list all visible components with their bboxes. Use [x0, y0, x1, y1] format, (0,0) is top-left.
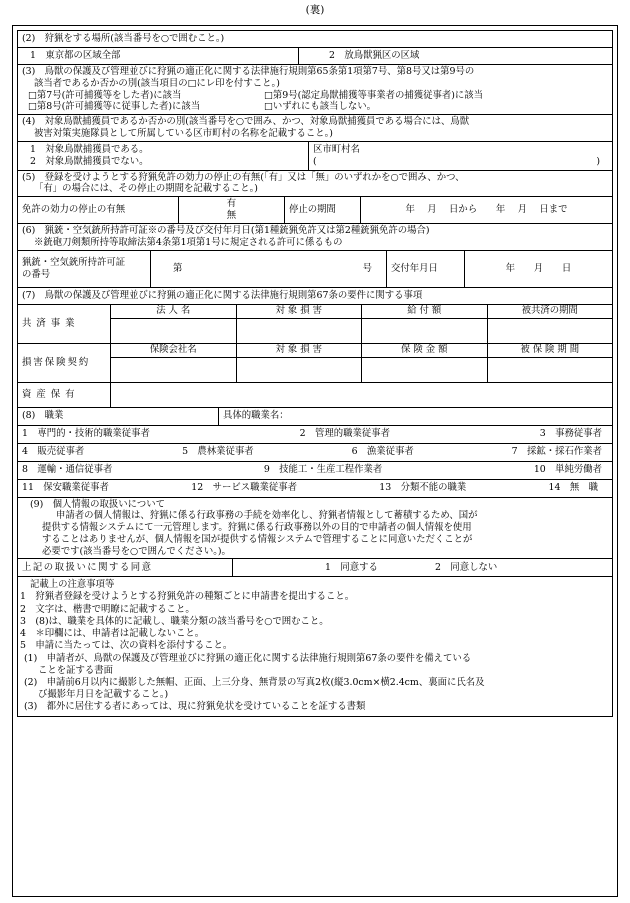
assets-label: 資産保有 — [22, 388, 80, 400]
assets-row — [18, 382, 612, 407]
occupation-option-3[interactable]: 3 事務従事者 — [539, 428, 602, 440]
gun-permit-title-1: (6) 猟銃・空気銃所持許可証※の番号及び交付年月日(第1種銃猟免許又は第2種銃猟免許の場合) — [22, 225, 430, 236]
occupation-option-1[interactable]: 1 専門的・技術的職業従事者 — [22, 428, 150, 440]
gun-permit-label-1: 猟銃・空気銃所持許可証 — [22, 256, 126, 268]
capture-member-title-1: (4) 対象鳥獣捕獲員であるか否かの別(該当番号を○で囲み、かつ、対象鳥獣捕獲員である場合には、鳥獣 — [22, 116, 470, 127]
rule65-option-7[interactable]: □第7号(許可捕獲等をした者)に該当 — [28, 89, 182, 101]
note-5-sub-1: (1) 申請者が、鳥獣の保護及び管理並びに狩猟の適正化に関する法律施行規則第67条の要件を備えている — [24, 652, 472, 664]
mutual-aid-header-damage: 対 象 損 害 — [236, 305, 362, 318]
occupation-title: (8) 職業 — [22, 410, 64, 422]
notes-title: 記載上の注意事項等 — [30, 579, 115, 591]
insurance-company-field[interactable] — [111, 358, 236, 382]
note-4: 4 ＊印欄には、申請者は記載しないこと。 — [20, 628, 205, 640]
suspension-option-no[interactable]: 無 — [226, 210, 237, 221]
form-table — [17, 30, 613, 717]
suspension-title-2: 「有」の場合には、その停止の期間を記載すること。) — [34, 183, 258, 195]
insurance-row — [18, 343, 612, 382]
note-5-sub-1-cont: ことを証する書面 — [38, 664, 114, 676]
occupation-specific-label: 具体的職業名： — [223, 410, 289, 422]
insurance-header-amount: 保 険 金 額 — [361, 344, 487, 357]
occupation-option-6[interactable]: 6 漁業従事者 — [351, 446, 414, 458]
note-5-sub-2-cont: び撮影年月日を記載すること。) — [38, 689, 169, 701]
requirements-title-row — [18, 287, 612, 304]
note-5-sub-3: (3) 都外に居住する者にあっては、現に狩猟免状を受けていることを証する書類 — [24, 701, 366, 713]
gun-permit-fields-row — [18, 250, 612, 287]
gun-permit-date-field[interactable]: 年 月 日 — [464, 251, 612, 287]
suspension-period-label: 停止の期間 — [284, 197, 360, 223]
rule65-title-2: 該当者であるか否かの別(該当項目の□にレ印を付すこと。) — [34, 77, 280, 89]
page-side-label: (裏) — [305, 4, 325, 16]
suspension-label: 免許の効力の停止の有無 — [22, 204, 126, 216]
gun-permit-title-2: ※銃砲刀剣類所持等取締法第4条第1項第1号に規定される許可に係るもの — [34, 236, 343, 248]
mutual-aid-corp-field[interactable] — [111, 319, 236, 343]
occupation-option-2[interactable]: 2 管理的職業従事者 — [299, 428, 390, 440]
occupation-row-1 — [18, 425, 612, 443]
mutual-aid-header-amount: 給 付 額 — [361, 305, 487, 318]
mutual-aid-header-period: 被共済の期間 — [487, 305, 613, 318]
municipality-paren-open: ( — [313, 155, 317, 167]
municipality-label: 区市町村名 — [313, 143, 360, 155]
note-3: 3 (8)は、職業を具体的に記載し、職業分類の該当番号を○で囲むこと。 — [20, 615, 329, 627]
note-5-sub-2: (2) 申請前6月以内に撮影した無帽、正面、上三分身、無背景の写真2枚(縦3.0cm×横2.4cm、裏面に氏名及 — [24, 677, 485, 688]
consent-agree-option[interactable]: 1 同意する — [325, 561, 378, 573]
consent-row — [18, 558, 612, 576]
occupation-option-9[interactable]: 9 技能工・生産工程作業者 — [263, 464, 383, 476]
rule65-section — [18, 64, 612, 114]
occupation-option-12[interactable]: 12 サービス職業従事者 — [191, 482, 297, 494]
hunting-area-title: (2) 狩猟をする場所(該当番号を○で囲むこと。) — [22, 33, 225, 45]
suspension-title-1: (5) 登録を受けようとする狩猟免許の効力の停止の有無(「有」又は「無」のいずれかを○で囲み、かつ、 — [22, 171, 465, 183]
capture-member-option-no[interactable]: 2 対象鳥獣捕獲員でない。 — [30, 155, 149, 167]
municipality-paren-close: ) — [596, 155, 600, 167]
suspension-title-row — [18, 170, 612, 197]
rule65-option-none[interactable]: □いずれにも該当しない。 — [264, 101, 376, 113]
rule65-title-1: (3) 鳥獣の保護及び管理並びに狩猟の適正化に関する法律施行規則第65条第1項第7号、第8号又は第9号の — [22, 66, 475, 77]
insurance-header-damage: 対 象 損 害 — [236, 344, 362, 357]
hunting-area-title-row — [18, 31, 612, 47]
occupation-option-11[interactable]: 11 保安職業従事者 — [22, 482, 109, 494]
insurance-period-field[interactable] — [487, 358, 613, 382]
insurance-label: 損害保険契約 — [22, 356, 91, 368]
mutual-aid-label: 共済事業 — [22, 317, 80, 329]
application-form-back — [12, 25, 618, 897]
gun-permit-number-field[interactable] — [150, 251, 386, 287]
insurance-damage-field[interactable] — [236, 358, 362, 382]
mutual-aid-amount-field[interactable] — [361, 319, 487, 343]
mutual-aid-period-field[interactable] — [487, 319, 613, 343]
gun-permit-number-suffix: 号 — [362, 262, 372, 274]
privacy-text-3: することはありませんが、個人情報を国が提供する情報システムで管理することに同意いただくことが — [42, 533, 473, 545]
capture-member-options-row — [18, 141, 612, 170]
occupation-option-4[interactable]: 4 販売従事者 — [22, 446, 85, 458]
note-5: 5 申請に当たっては、次の資料を添付すること。 — [20, 640, 233, 652]
occupation-specific-field[interactable] — [218, 408, 612, 425]
privacy-text-2: 提供する情報システムにて一元管理します。狩猟に係る行政事務以外の目的で申請者の個人情報を使用 — [42, 522, 472, 533]
suspension-period-field[interactable]: 年 月 日から 年 月 日まで — [360, 197, 612, 223]
occupation-row-4 — [18, 479, 612, 497]
occupation-option-7[interactable]: 7 採鉱・採石作業者 — [511, 446, 602, 458]
occupation-row-3 — [18, 461, 612, 479]
note-2: 2 文字は、楷書で明瞭に記載すること。 — [20, 603, 195, 615]
occupation-option-5[interactable]: 5 農林業従事者 — [182, 446, 254, 458]
mutual-aid-header-corp: 法 人 名 — [156, 305, 191, 317]
occupation-option-10[interactable]: 10 単純労働者 — [533, 464, 602, 476]
gun-permit-number-prefix: 第 — [173, 262, 183, 274]
hunting-area-option-tokyo[interactable]: 1 東京都の区域全部 — [30, 50, 121, 62]
insurance-amount-field[interactable] — [361, 358, 487, 382]
privacy-section — [18, 497, 612, 559]
capture-member-title-2: 被害対策実施隊員として所属している区市町村の名称を記載すること。) — [34, 127, 333, 139]
occupation-title-row — [18, 407, 612, 425]
consent-label: 上記の取扱いに関する同意 — [22, 561, 153, 573]
notes-section — [18, 576, 612, 715]
capture-member-option-yes[interactable]: 1 対象鳥獣捕獲員である。 — [30, 143, 149, 155]
occupation-row-2 — [18, 443, 612, 461]
privacy-text-4: 必要です(該当番号を○で囲んでください。)。 — [42, 545, 231, 557]
insurance-header-period: 被 保 険 期 間 — [487, 344, 613, 357]
occupation-option-13[interactable]: 13 分類不能の職業 — [379, 482, 467, 494]
privacy-text-1: 申請者の個人情報は、狩猟に係る行政事務の手続を効率化し、狩猟者情報として蓄積するため、国が — [56, 510, 478, 522]
privacy-title: (9) 個人情報の取扱いについて — [30, 498, 165, 510]
occupation-option-14[interactable]: 14 無 職 — [548, 482, 598, 494]
insurance-header-company: 保険会社名 — [149, 344, 197, 356]
gun-permit-date-label: 交付年月日 — [386, 251, 464, 287]
rule65-option-9[interactable]: □第9号(認定鳥獣捕獲等事業者の捕獲従事者)に該当 — [264, 89, 484, 101]
hunting-area-options-row — [18, 47, 612, 64]
requirements-title: (7) 鳥獣の保護及び管理並びに狩猟の適正化に関する法律施行規則第67条の要件に関する事項 — [22, 289, 423, 301]
assets-field[interactable] — [110, 383, 612, 407]
gun-permit-title-row — [18, 223, 612, 250]
hunting-area-option-released[interactable]: 2 放鳥獣猟区の区域 — [298, 48, 612, 64]
mutual-aid-damage-field[interactable] — [236, 319, 362, 343]
rule65-option-8[interactable]: □第8号(許可捕獲等に従事した者)に該当 — [28, 101, 201, 113]
occupation-option-8[interactable]: 8 運輸・通信従事者 — [22, 464, 113, 476]
consent-disagree-option[interactable]: 2 同意しない — [435, 561, 498, 573]
capture-member-title-row — [18, 114, 612, 141]
note-1: 1 狩猟者登録を受けようとする狩猟免許の種類ごとに申請書を提出すること。 — [20, 591, 355, 603]
suspension-fields-row — [18, 196, 612, 223]
mutual-aid-row — [18, 304, 612, 343]
suspension-option-yes[interactable]: 有 — [226, 198, 237, 210]
gun-permit-label-2: の番号 — [22, 268, 51, 280]
